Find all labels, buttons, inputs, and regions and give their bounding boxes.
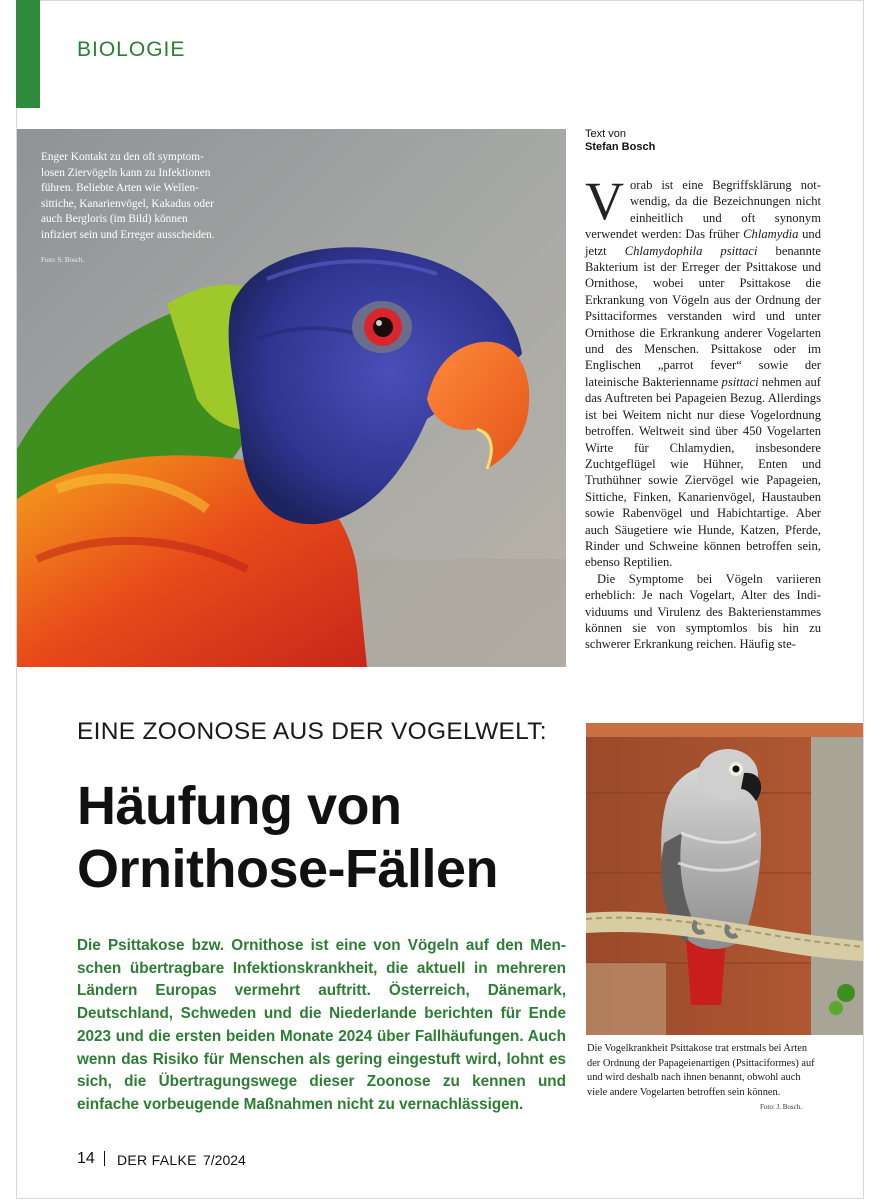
- footer-divider: [104, 1151, 105, 1166]
- article-headline: [77, 775, 577, 901]
- photo-caption: Die Vogelkrankheit Psittakose trat erstmals bei Arten der Ordnung der Papageienartigen (Psittaciformes) auf und wird deshalb nach ihnen benannt, obwohl auch viele andere Vogelarten betroffen sein können.: [587, 1043, 815, 1098]
- article-lead: Die Psittakose bzw. Ornithose ist eine von Vögeln auf den Menschen übertragbare Infektionskrankheit, die aktuell in mehreren Ländern Europas vermehrt auftritt. Österreich, Dänemark, Deutschland, Schweden und die Niederlande berichten für Ende 2023 und die ersten beiden Monate 2024 über Fallhäufungen. Auch wenn das Risiko für Menschen als gering eingestuft wird, lohnt es sich, die Übertragungswege dieser Zoonose zu kennen und einfache vorbeugende Maßnahmen nicht zu vernachlässigen.: [77, 937, 566, 1113]
- body-italic-term: Chlamydophila psittaci: [624, 243, 758, 258]
- issue-number: 7/2024: [203, 1152, 246, 1168]
- magazine-name: DER FALKE: [117, 1152, 197, 1168]
- hero-photo-credit: Foto: S. Bosch.: [41, 256, 85, 264]
- body-text: orab ist eine Begriffsklärung notwendig, da die Bezeichnungen nicht einheitlich und oft synonym verwendet werden: Das früher: [585, 178, 821, 242]
- headline-line: Häufung von: [77, 776, 402, 836]
- section-label: BIOLOGIE: [77, 38, 186, 61]
- photo-grey-parrot: [586, 723, 863, 1035]
- byline-author: Stefan Bosch: [585, 141, 656, 153]
- body-italic-term: psittaci: [721, 374, 759, 389]
- body-text: nehmen auf das Auftreten bei Papageien Bezug. Allerdings ist bei Weitem nicht nur diese Vogelordnung betroffen. Weltweit sind über 450 Vogelarten Wirte für Chlamydien, insbesondere Zuchtgeflügel wie Hühner, Enten und Truthühner sowie Ziervögel wie Papageien, Sittiche, Finken, Kanarienvögel, Haustauben sowie Rabenvögel und Habichtartige. Aber auch Säugetiere wie Hunde, Katzen, Pferde, Rinder und Schweine können betroffen sein, ebenso Reptilien.: [585, 374, 821, 570]
- article-kicker: EINE ZOONOSE AUS DER VOGELWELT:: [77, 718, 547, 745]
- grey-parrot-illustration: [586, 723, 863, 1035]
- byline-prefix: Text von: [585, 128, 626, 140]
- body-text: benannte Bakterium ist der Erreger der Psittakose und Ornithose, wobei unter Psittakose die Erkrankung von Vögeln aus der Ordnung der Psittaciformes verstanden wird und unter Ornithose die Erkrankung anderer Vogelarten und des Menschen. Psittakose oder im Englischen „parrot fever“ sowie der lateinische Bakterienname: [585, 243, 821, 389]
- page-number: 14: [77, 1150, 95, 1167]
- photo-credit: Foto: J. Bosch.: [760, 1103, 803, 1111]
- body-paragraph: Die Symptome bei Vögeln variieren erheblich: Je nach Vogelart, Alter des Individuums und Virulenz des Bakterienstammes können sie von symptomlos bis hin zu schwerer Erkrankung reichen. Häufig ste-: [585, 571, 821, 652]
- hero-caption: Enger Kontakt zu den oft symptomlosen Ziervögeln kann zu Infektionen führen. Beliebte Arten wie Wellensittiche, Kanarienvögel, Kakadus oder auch Bergloris (im Bild) können infiziert sein und Erreger ausscheiden.: [41, 151, 215, 241]
- headline-line: Ornithose-Fällen: [77, 839, 499, 899]
- drop-cap: V: [585, 171, 624, 231]
- body-italic-term: Chlamydia: [743, 227, 799, 242]
- body-text: und jetzt: [585, 227, 822, 258]
- body-paragraph: [585, 171, 822, 571]
- article-body: [585, 171, 822, 653]
- section-accent-bar: [16, 0, 40, 108]
